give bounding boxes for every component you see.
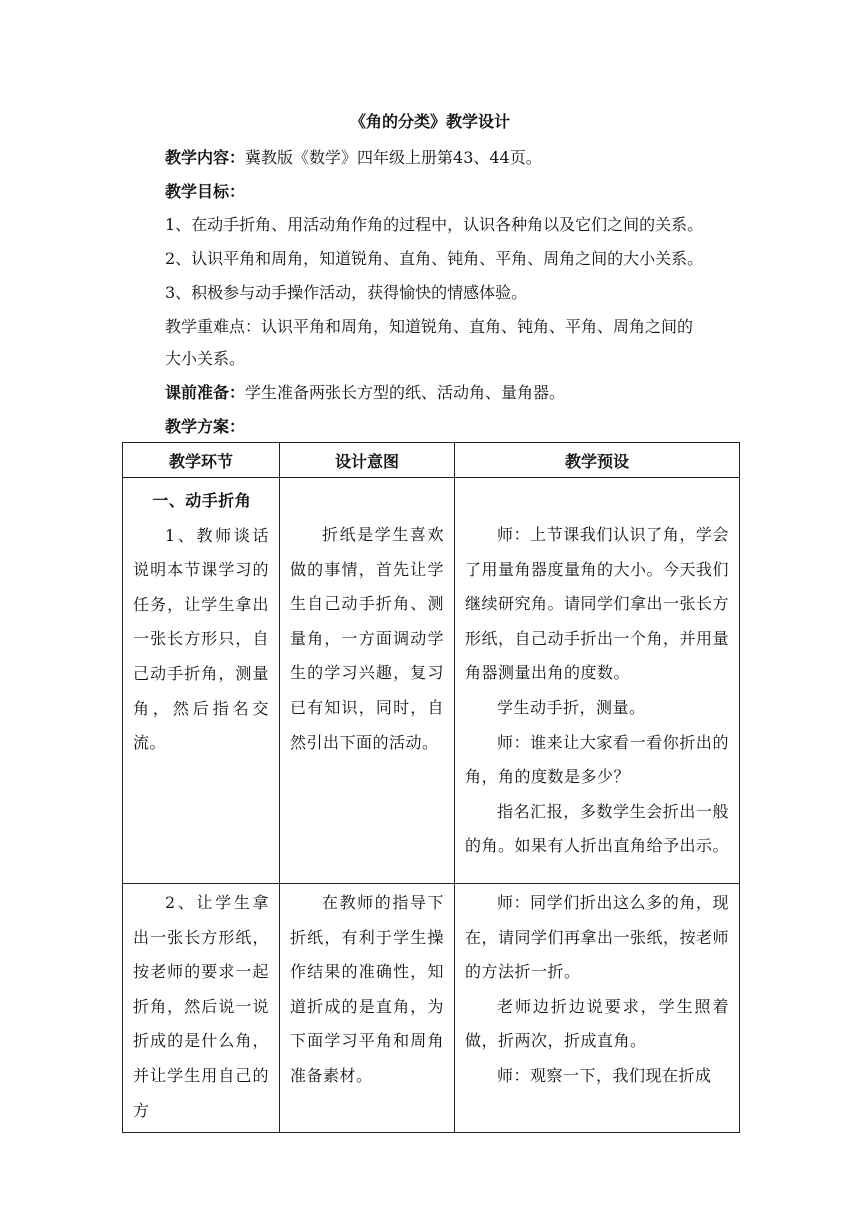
key-points-line: 教学重难点：认识平角和周角，知道锐角、直角、钝角、平角、周角之间的 [165,317,694,336]
section-heading: 一、动手折角 [152,491,252,510]
step-text: 1、教师谈话说明本节课学习的任务，让学生拿出一张长方形只，自己动手折角，测量角，然后指名交流。 [133,525,269,753]
key-points-line: 大小关系。 [165,349,246,368]
preset-paragraph: 指名汇报，多数学生会折出一般的角。如果有人折出直角给予出示。 [465,801,730,856]
table-header-row [123,443,740,478]
table-row [123,478,740,884]
preparation [165,381,765,405]
goal-item: 3、积极参与动手操作活动，获得愉快的情感体验。 [165,283,528,302]
goals-heading [165,180,765,204]
prep-value: 学生准备两张长方型的纸、活动角、量角器。 [245,383,566,402]
table-cell-step [123,884,280,1133]
header-teaching-step: 教学环节 [123,443,280,478]
plan-label: 教学方案： [165,417,246,436]
preset-paragraph: 师：同学们折出这么多的角，现在，请同学们再拿出一张纸，按老师的方法折一折。 [465,893,730,982]
table-cell-preset [455,884,740,1133]
header-design-intent: 设计意图 [280,443,455,478]
table-cell-step [123,478,280,884]
preset-paragraph: 老师边折边说要求，学生照着做，折两次，折成直角。 [465,996,729,1051]
preset-paragraph: 师：上节课我们认识了角，学会了用量角器度量角的大小。今天我们继续研究角。请同学们拿出一张长方形纸，自己动手折出一个角，并用量角器测量出角的度数。 [465,525,730,683]
plan-heading [165,415,765,439]
intent-text: 在教师的指导下折纸，有利于学生操作结果的准确性，知道折成的是直角，为下面学习平角和周角准备素材。 [290,893,444,1085]
prep-label: 课前准备： [165,383,246,402]
preset-paragraph: 师：谁来让大家看一看你折出的角，角的度数是多少？ [465,732,729,787]
header-teaching-preset: 教学预设 [455,443,740,478]
intent-text: 折纸是学生喜欢做的事情，首先让学生自己动手折角、测量角，一方面调动学生的学习兴趣，复习已有知识，同时，自然引出下面的活动。 [290,525,444,752]
goal-item: 2、认识平角和周角，知道锐角、直角、钝角、平角、周角之间的大小关系。 [165,249,704,268]
content-value: 冀教版《数学》四年级上册第43、44页。 [245,148,542,167]
table-row [123,884,740,1133]
preset-paragraph: 师：观察一下，我们现在折成 [497,1065,712,1085]
goals-label: 教学目标： [165,182,246,201]
goal-item: 1、在动手折角、用活动角作角的过程中，认识各种角以及它们之间的关系。 [165,215,704,234]
step-text: 2、让学生拿出一张长方形纸，按老师的要求一起折角，然后说一说折成的是什么角，并让学生用自己的方 [133,893,269,1120]
teaching-plan-table [122,442,740,1133]
teaching-content [165,146,765,170]
preset-paragraph: 学生动手折，测量。 [497,697,646,717]
table-cell-intent [280,478,455,884]
content-label: 教学内容： [165,148,246,167]
table-cell-preset [455,478,740,884]
document-title: 《角的分类》教学设计 [349,112,510,131]
table-cell-intent [280,884,455,1133]
